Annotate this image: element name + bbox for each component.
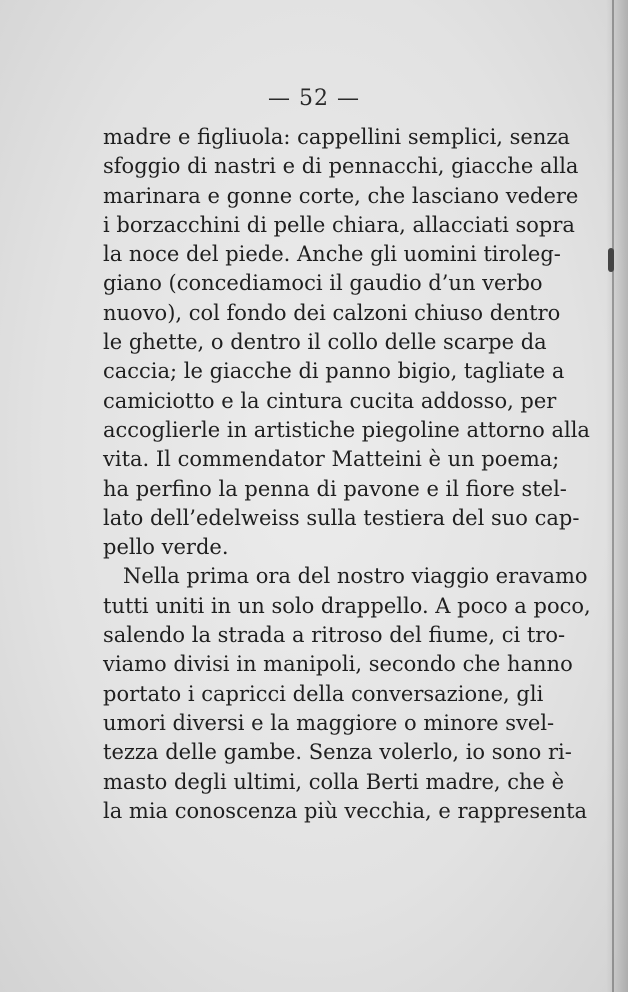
text-line: nuovo), col fondo dei calzoni chiuso dentro [103,300,561,325]
text-line: pello verde. [103,535,229,560]
text-line: tutti uniti in un solo drappello. A poco a poco, [103,593,591,618]
text-line: vita. Il commendator Matteini è un poema; [103,447,560,472]
paragraph-2 [103,562,591,826]
page-edge-shadow [606,0,628,992]
text-line: salendo la strada a ritroso del fiume, ci tro- [103,623,566,648]
text-line: Nella prima ora del nostro viaggio eravamo [123,564,588,589]
text-line: madre e figliuola: cappellini semplici, senza [103,125,570,149]
paragraph-1 [103,123,590,562]
text-line: viamo divisi in manipoli, secondo che hanno [103,652,573,677]
text-line: tezza delle gambe. Senza volerlo, io sono ri- [103,740,572,765]
text-line: ha perfino la penna di pavone e il fiore stel- [103,476,567,501]
text-line: masto degli ultimi, colla Berti madre, che è [103,769,565,794]
text-line: i borzacchini di pelle chiara, allacciati sopra [103,212,575,237]
text-line: accoglierle in artistiche piegoline attorno alla [103,417,590,442]
text-line: giano (concediamoci il gaudio d’un verbo [103,271,543,296]
text-line: caccia; le giacche di panno bigio, tagliate a [103,359,565,384]
text-line: le ghette, o dentro il collo delle scarpe da [103,330,547,355]
page-number: — 52 — [268,86,360,111]
text-line: umori diversi e la maggiore o minore svel- [103,710,555,735]
text-line: sfoggio di nastri e di pennacchi, giacche alla [103,154,579,179]
body-text [103,123,591,826]
margin-mark [608,248,614,272]
page-edge-line [612,0,614,992]
text-line: portato i capricci della conversazione, gli [103,681,544,706]
text-line: lato dell’edelweiss sulla testiera del suo cap- [103,505,580,530]
text-line: la noce del piede. Anche gli uomini tiroleg- [103,242,561,267]
text-line: la mia conoscenza più vecchia, e rappresenta [103,798,588,823]
text-line: marinara e gonne corte, che lasciano vedere [103,183,579,208]
text-line: camiciotto e la cintura cucita addosso, per [103,388,557,413]
